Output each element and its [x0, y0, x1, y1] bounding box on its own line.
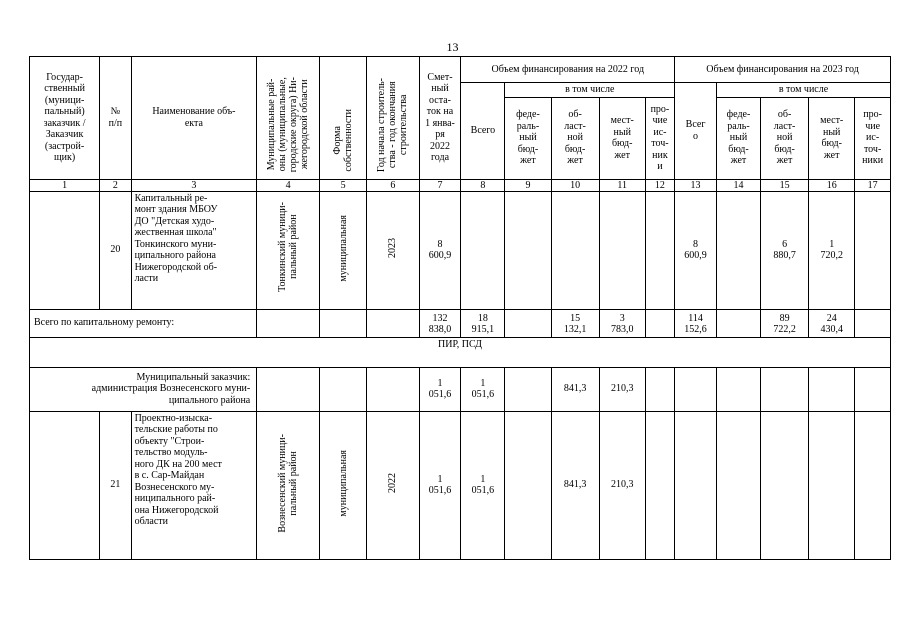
cell-total-2023: 114 152,6 — [675, 309, 717, 337]
col-number: 8 — [461, 179, 505, 191]
cell-mest-2022: 210,3 — [599, 411, 645, 559]
cell-obl-2022: 841,3 — [551, 411, 599, 559]
cell-obl-2023: 6 880,7 — [760, 191, 808, 309]
header-mest-2022: мест- ный бюд- жет — [599, 97, 645, 179]
cell-district: Тонкинский муници- пальный район — [257, 191, 320, 309]
cell-total-2022 — [461, 191, 505, 309]
cell-year: 2022 — [367, 411, 419, 559]
col-number: 16 — [809, 179, 855, 191]
header-object-name: Наименование объ- екта — [131, 57, 257, 180]
customer-label: Муниципальный заказчик: администрация Вознесенского муни- ципального района — [30, 367, 257, 411]
cell-empty — [367, 309, 419, 337]
header-fin-2023: Объем финансирования на 2023 год — [675, 57, 891, 83]
header-mest-2023: мест- ный бюд- жет — [809, 97, 855, 179]
cell-empty — [320, 309, 367, 337]
cell-ownership: муниципальная — [320, 191, 367, 309]
cell-fed-2022 — [505, 191, 551, 309]
header-proch-2023: про- чие ис- точ- ники — [855, 97, 891, 179]
section-row — [30, 337, 891, 367]
cell-mest-2023: 1 720,2 — [809, 191, 855, 309]
header-fed-2023: феде- раль- ный бюд- жет — [717, 97, 761, 179]
cell-total-2022: 1 051,6 — [461, 367, 505, 411]
cell-fed-2022 — [505, 411, 551, 559]
cell-ownership: муниципальная — [320, 411, 367, 559]
cell-proch-2023 — [855, 309, 891, 337]
cell-customer — [30, 191, 100, 309]
cell-proch-2023 — [855, 367, 891, 411]
col-number: 13 — [675, 179, 717, 191]
col-number: 3 — [131, 179, 257, 191]
cell-empty — [367, 367, 419, 411]
cell-proch-2022 — [645, 191, 674, 309]
cell-mest-2023 — [809, 411, 855, 559]
header-obl-2022: об- ласт- ной бюд- жет — [551, 97, 599, 179]
cell-empty — [257, 367, 320, 411]
header-incl-2022: в том числе — [505, 83, 675, 98]
cell-obl-2023 — [760, 367, 808, 411]
header-districts: Муниципальные рай- оны (муниципальные, городские округа) Ни- жегородской области — [257, 57, 320, 180]
cell-estimate: 1 051,6 — [419, 411, 461, 559]
header-total-2023: Всег о — [675, 83, 717, 180]
col-number: 6 — [367, 179, 419, 191]
cell-empty — [257, 309, 320, 337]
cell-proch-2023 — [855, 191, 891, 309]
cell-obl-2022 — [551, 191, 599, 309]
header-proch-2022: про- чие ис- точ- ник и — [645, 97, 674, 179]
cell-number: 21 — [100, 411, 131, 559]
table-row-21 — [30, 411, 891, 559]
total-capital-row — [30, 309, 891, 337]
cell-customer — [30, 411, 100, 559]
header-obl-2023: об- ласт- ной бюд- жет — [760, 97, 808, 179]
cell-empty — [320, 367, 367, 411]
header-estimate: Смет- ный оста- ток на 1 янва- ря 2022 года — [419, 57, 461, 180]
cell-mest-2023: 24 430,4 — [809, 309, 855, 337]
table-row-20 — [30, 191, 891, 309]
cell-proch-2023 — [855, 411, 891, 559]
col-number: 12 — [645, 179, 674, 191]
cell-fed-2023 — [717, 191, 761, 309]
cell-mest-2022: 3 783,0 — [599, 309, 645, 337]
cell-object-name: Капитальный ре- монт здания МБОУ ДО "Детская худо- жественная школа" Тонкинского муни- ципального района Нижегородской об- ласти — [131, 191, 257, 309]
cell-fed-2022 — [505, 309, 551, 337]
header-years: Год начала строитель- ства - год окончания строительства — [367, 57, 419, 180]
col-number: 11 — [599, 179, 645, 191]
header-fed-2022: феде- раль- ный бюд- жет — [505, 97, 551, 179]
header-total-2022: Всего — [461, 83, 505, 180]
cell-proch-2022 — [645, 309, 674, 337]
col-number: 17 — [855, 179, 891, 191]
cell-proch-2022 — [645, 367, 674, 411]
section-title: ПИР, ПСД — [30, 337, 891, 367]
cell-total-2023 — [675, 367, 717, 411]
cell-total-2022: 1 051,6 — [461, 411, 505, 559]
cell-estimate: 8 600,9 — [419, 191, 461, 309]
col-number: 1 — [30, 179, 100, 191]
header-customer: Государ- ственный (муници- пальный) заказчик / Заказчик (застрой- щик) — [30, 57, 100, 180]
col-number: 7 — [419, 179, 461, 191]
cell-number: 20 — [100, 191, 131, 309]
cell-fed-2023 — [717, 367, 761, 411]
col-number: 2 — [100, 179, 131, 191]
col-number: 9 — [505, 179, 551, 191]
financing-table — [29, 56, 891, 560]
cell-fed-2023 — [717, 411, 761, 559]
cell-district: Вознесенский муници- пальный район — [257, 411, 320, 559]
cell-fed-2022 — [505, 367, 551, 411]
cell-object-name: Проектно-изыска- тельские работы по объекту "Строи- тельство модуль- ного ДК на 200 мест в с. Сар-Майдан Вознесенского му- ниципального рай- она Нижегородской области — [131, 411, 257, 559]
cell-estimate: 1 051,6 — [419, 367, 461, 411]
header-ownership: Форма собственности — [320, 57, 367, 180]
col-number: 10 — [551, 179, 599, 191]
cell-obl-2023 — [760, 411, 808, 559]
col-number: 15 — [760, 179, 808, 191]
col-number: 14 — [717, 179, 761, 191]
cell-mest-2023 — [809, 367, 855, 411]
header-incl-2023: в том числе — [717, 83, 891, 98]
cell-year: 2023 — [367, 191, 419, 309]
cell-total-2022: 18 915,1 — [461, 309, 505, 337]
cell-proch-2022 — [645, 411, 674, 559]
col-number: 5 — [320, 179, 367, 191]
column-numbers-row — [30, 179, 891, 191]
cell-obl-2022: 15 132,1 — [551, 309, 599, 337]
cell-total-2023 — [675, 411, 717, 559]
header-fin-2022: Объем финансирования на 2022 год — [461, 57, 675, 83]
total-capital-label: Всего по капитальному ремонту: — [30, 309, 257, 337]
customer-row — [30, 367, 891, 411]
cell-total-2023: 8 600,9 — [675, 191, 717, 309]
cell-estimate: 132 838,0 — [419, 309, 461, 337]
header-number: № п/п — [100, 57, 131, 180]
cell-obl-2022: 841,3 — [551, 367, 599, 411]
cell-mest-2022: 210,3 — [599, 367, 645, 411]
cell-mest-2022 — [599, 191, 645, 309]
cell-fed-2023 — [717, 309, 761, 337]
col-number: 4 — [257, 179, 320, 191]
page-number: 13 — [446, 40, 459, 54]
cell-obl-2023: 89 722,2 — [760, 309, 808, 337]
